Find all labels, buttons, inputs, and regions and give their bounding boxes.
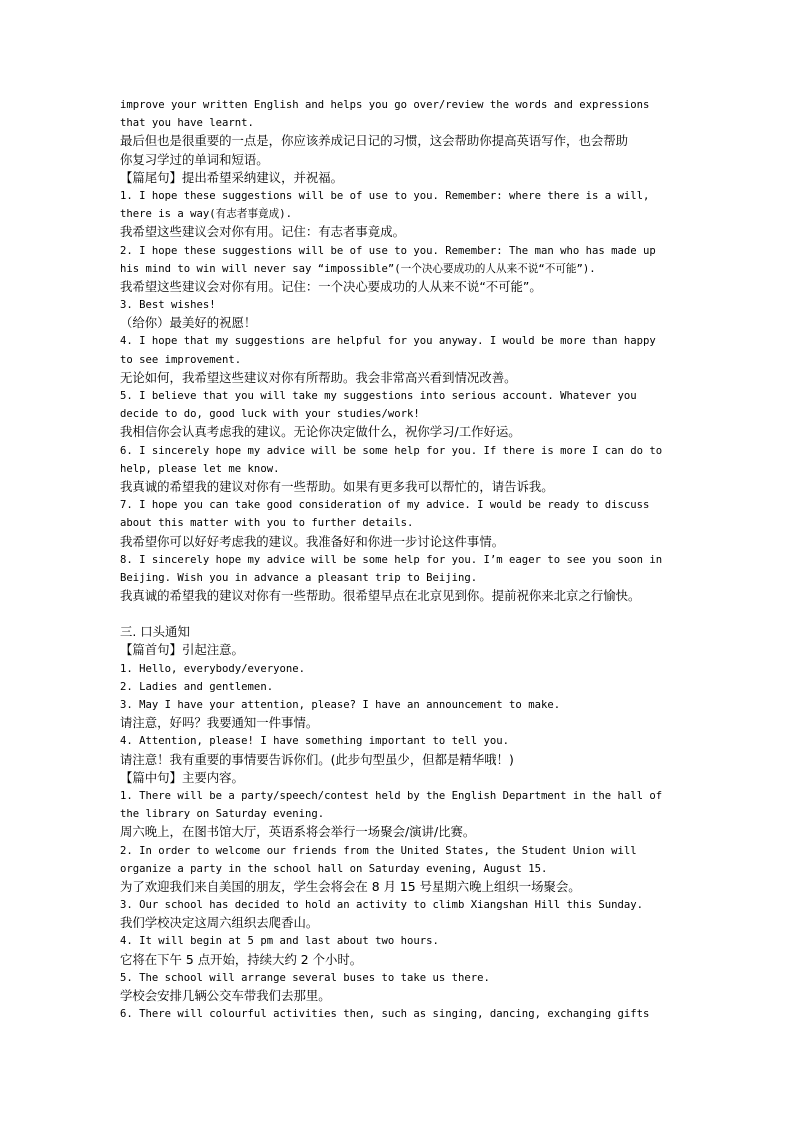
- english-text-line: 3. Best wishes!: [120, 299, 216, 312]
- chinese-text-line: 我相信你会认真考虑我的建议。无论你决定做什么，祝你学习/工作好运。: [120, 424, 521, 440]
- chinese-text-line: 【篇尾句】提出希望采纳建议，并祝福。: [120, 169, 344, 185]
- english-text-line: 3. May I have your attention, please? I have an announcement to make.: [120, 699, 561, 711]
- english-text-line: 4. Attention, please! I have something important to tell you.: [120, 735, 510, 748]
- english-text-line: 4. It will begin at 5 pm and last about two hours.: [120, 935, 439, 948]
- english-text-line: 5. The school will arrange several buses to take us there.: [120, 971, 490, 984]
- english-text-line: 1. There will be a party/speech/contest held by the English Department in the hall of: [120, 789, 663, 802]
- english-text-line: 2. In order to welcome our friends from the United States, the Student Union will: [120, 844, 637, 857]
- blank-line: [120, 605, 676, 623]
- chinese-text-line: 我真诚的希望我的建议对你有一些帮助。很希望早点在北京见到你。提前祝你来北京之行愉快。: [120, 588, 641, 604]
- english-text-line: 5. I believe that you will take my suggestions into serious account. Whatever you: [120, 390, 637, 402]
- chinese-text-line: 请注意！我有重要的事情要告诉你们。(此步句型虽少，但都是精华哦！): [120, 751, 514, 767]
- chinese-text-line: 你复习学过的单词和短语。: [120, 151, 269, 167]
- chinese-text-line: 我希望这些建议会对你有用。记住：有志者事竟成。: [120, 224, 405, 240]
- english-text-line: 8. I sincerely hope my advice will be some help for you. I’m eager to see you soon in: [120, 553, 663, 566]
- english-text-line: there is a way(有志者事竟成).: [120, 208, 292, 221]
- english-text-line: to see improvement.: [120, 353, 242, 366]
- english-text-line: 1. Hello, everybody/everyone.: [120, 662, 305, 675]
- english-text-line: decide to do, good luck with your studies/work!: [120, 408, 420, 421]
- english-text-line: his mind to win will never say “impossible”(一个决心要成功的人从来不说“不可能”).: [120, 262, 596, 275]
- chinese-text-line: 学校会安排几辆公交车带我们去那里。: [120, 988, 331, 1003]
- chinese-text-line: 【篇中句】主要内容。: [120, 769, 244, 785]
- chinese-text-line: 三. 口头通知: [120, 624, 190, 640]
- english-text-line: 1. I hope these suggestions will be of use to you. Remember: where there is a will,: [120, 189, 650, 202]
- english-text-line: 6. There will colourful activities then, such as singing, dancing, exchanging gifts: [120, 1008, 650, 1021]
- chinese-text-line: 它将在下午 5 点开始，持续大约 2 个小时。: [120, 951, 363, 967]
- chinese-text-line: 请注意，好吗？我要通知一件事情。: [120, 715, 319, 731]
- chinese-text-line: 我希望这些建议会对你有用。记住：一个决心要成功的人从来不说“不可能”。: [120, 278, 542, 294]
- english-text-line: 3. Our school has decided to hold an activity to climb Xiangshan Hill this Sunday.: [120, 899, 643, 912]
- english-text-line: the library on Saturday evening.: [120, 808, 325, 821]
- chinese-text-line: 【篇首句】引起注意。: [120, 642, 244, 658]
- english-text-line: improve your written English and helps you go over/review the words and expressions: [120, 99, 650, 111]
- chinese-text-line: 我真诚的希望我的建议对你有一些帮助。如果有更多我可以帮忙的，请告诉我。: [120, 478, 554, 494]
- english-text-line: help, please let me know.: [120, 462, 280, 475]
- document-page: [120, 96, 676, 1023]
- chinese-text-line: 我们学校决定这周六组织去爬香山。: [120, 915, 319, 931]
- chinese-text-line: 最后但也是很重要的一点是，你应该养成记日记的习惯，这会帮助你提高英语写作，也会帮助: [120, 133, 629, 149]
- english-text-line: that you have learnt.: [120, 117, 254, 130]
- english-text-line: Beijing. Wish you in advance a pleasant trip to Beijing.: [120, 571, 478, 584]
- chinese-text-line: 为了欢迎我们来自美国的朋友，学生会将会在 8 月 15 号星期六晚上组织一场聚会。: [120, 878, 581, 894]
- english-text-line: 2. I hope these suggestions will be of use to you. Remember: The man who has made up: [120, 244, 656, 257]
- chinese-text-line: （给你）最美好的祝愿！: [120, 315, 257, 331]
- english-text-line: about this matter with you to further details.: [120, 517, 414, 530]
- english-text-line: 6. I sincerely hope my advice will be some help for you. If there is more I can do to: [120, 444, 663, 457]
- chinese-text-line: 无论如何，我希望这些建议对你有所帮助。我会非常高兴看到情况改善。: [120, 369, 517, 385]
- english-text-line: organize a party in the school hall on Saturday evening, August 15.: [120, 862, 548, 875]
- chinese-text-line: 我希望你可以好好考虑我的建议。我准备好和你进一步讨论这件事情。: [120, 533, 505, 549]
- english-text-line: 7. I hope you can take good consideration of my advice. I would be ready to discuss: [120, 499, 650, 512]
- chinese-text-line: 周六晚上，在图书馆大厅，英语系将会举行一场聚会/演讲/比赛。: [120, 824, 476, 840]
- english-text-line: 2. Ladies and gentlemen.: [120, 680, 274, 693]
- english-text-line: 4. I hope that my suggestions are helpful for you anyway. I would be more than happy: [120, 335, 656, 348]
